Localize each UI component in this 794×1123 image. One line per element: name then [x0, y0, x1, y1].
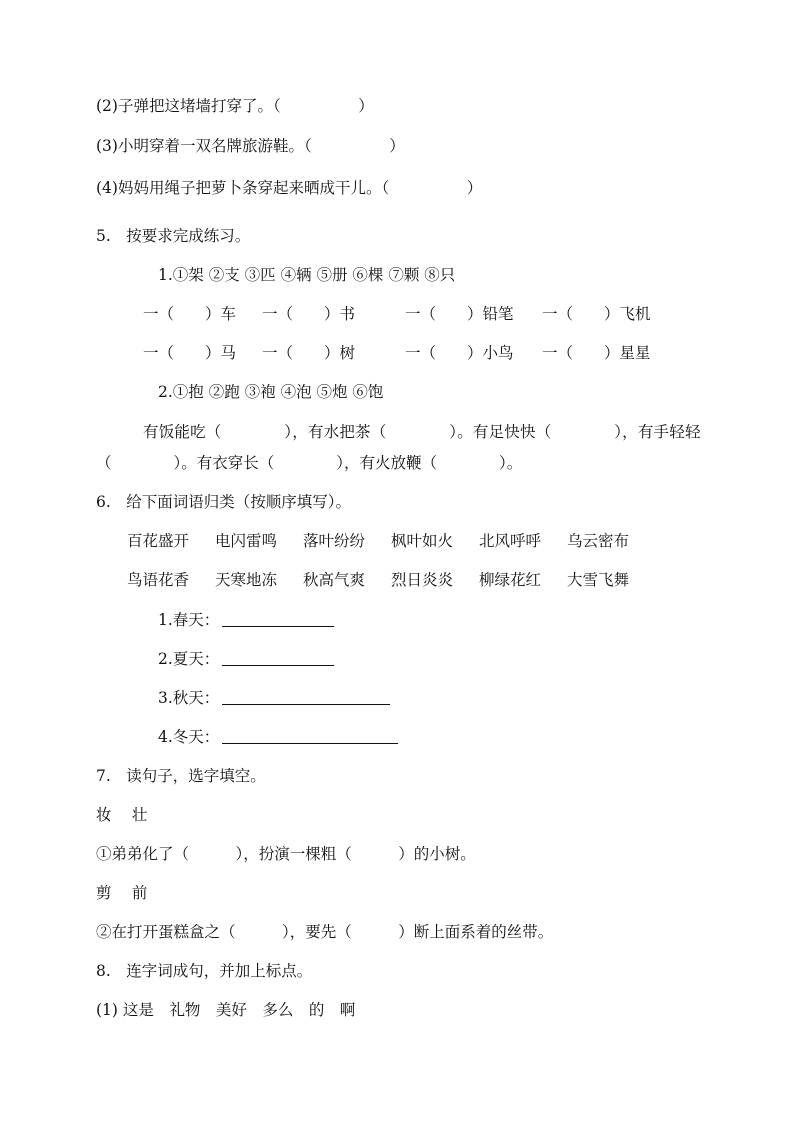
q5-part1-options: 1.①架 ②支 ③匹 ④辆 ⑤册 ⑥棵 ⑦颗 ⑧只 — [158, 266, 456, 284]
q6-word: 大雪飞舞 — [567, 571, 630, 589]
q7-sentence-2: ②在打开蛋糕盒之（ ），要先（ ）断上面系着的丝带。 — [96, 923, 554, 941]
q5-row2-item-3: 一（ ）小鸟 — [405, 344, 514, 362]
q5-row2-item-4: 一（ ）星星 — [542, 344, 651, 362]
q6-spring-answer-line[interactable] — [222, 626, 334, 627]
q6-season-winter-label: 4.冬天： — [158, 728, 220, 746]
q6-word: 秋高气爽 — [303, 571, 366, 589]
q7-title: 7. 读句子，选字填空。 — [96, 767, 266, 785]
q6-word: 枫叶如火 — [391, 532, 454, 550]
q6-winter-answer-line[interactable] — [222, 743, 398, 744]
q5-row1-item-1: 一（ ）车 — [143, 305, 237, 323]
q4-item-4: (4)妈妈用绳子把萝卜条穿起来晒成干儿。（ ） — [96, 179, 483, 197]
q5-row1-item-2: 一（ ）书 — [262, 305, 356, 323]
q7-sentence-1: ①弟弟化了（ ），扮演一棵粗（ ）的小树。 — [96, 845, 476, 863]
q6-word: 落叶纷纷 — [303, 532, 366, 550]
q6-word: 天寒地冻 — [215, 571, 278, 589]
q6-word: 柳绿花红 — [479, 571, 542, 589]
q5-row1-item-3: 一（ ）铅笔 — [405, 305, 514, 323]
q6-season-summer-label: 2.夏天： — [158, 650, 220, 668]
q6-summer-answer-line[interactable] — [222, 665, 334, 666]
q5-title: 5. 按要求完成练习。 — [96, 227, 251, 245]
q6-autumn-answer-line[interactable] — [222, 704, 390, 705]
q5-sentence-line-1: 有饭能吃（ ），有水把茶（ ）。有足快快（ ），有手轻轻 — [143, 423, 701, 441]
q5-row1-item-4: 一（ ）飞机 — [542, 305, 651, 323]
q4-item-3: (3)小明穿着一双名牌旅游鞋。（ ） — [96, 137, 405, 155]
q6-word: 百花盛开 — [127, 532, 190, 550]
q8-title: 8. 连字词成句，并加上标点。 — [96, 962, 313, 980]
q7-char-pair-2: 剪 前 — [96, 884, 148, 902]
q6-word: 烈日炎炎 — [391, 571, 454, 589]
q6-season-autumn-label: 3.秋天： — [158, 689, 220, 707]
q4-item-2: (2)子弹把这堵墙打穿了。（ ） — [96, 97, 374, 115]
q5-row2-item-2: 一（ ）树 — [262, 344, 356, 362]
q6-word: 乌云密布 — [567, 532, 630, 550]
q5-row2-item-1: 一（ ）马 — [143, 344, 237, 362]
q6-word: 鸟语花香 — [127, 571, 190, 589]
q7-char-pair-1: 妆 壮 — [96, 806, 148, 824]
q5-part2-options: 2.①抱 ②跑 ③袍 ④泡 ⑤炮 ⑥饱 — [158, 383, 384, 401]
q6-word: 电闪雷鸣 — [215, 532, 278, 550]
q8-item-1: (1) 这是 礼物 美好 多么 的 啊 — [96, 1001, 356, 1019]
q6-title: 6. 给下面词语归类（按顺序填写）。 — [96, 493, 352, 511]
q6-season-spring-label: 1.春天： — [158, 611, 220, 629]
q6-word: 北风呼呼 — [479, 532, 542, 550]
q5-sentence-line-2: （ ）。有衣穿长（ ），有火放鞭（ ）。 — [96, 454, 523, 472]
